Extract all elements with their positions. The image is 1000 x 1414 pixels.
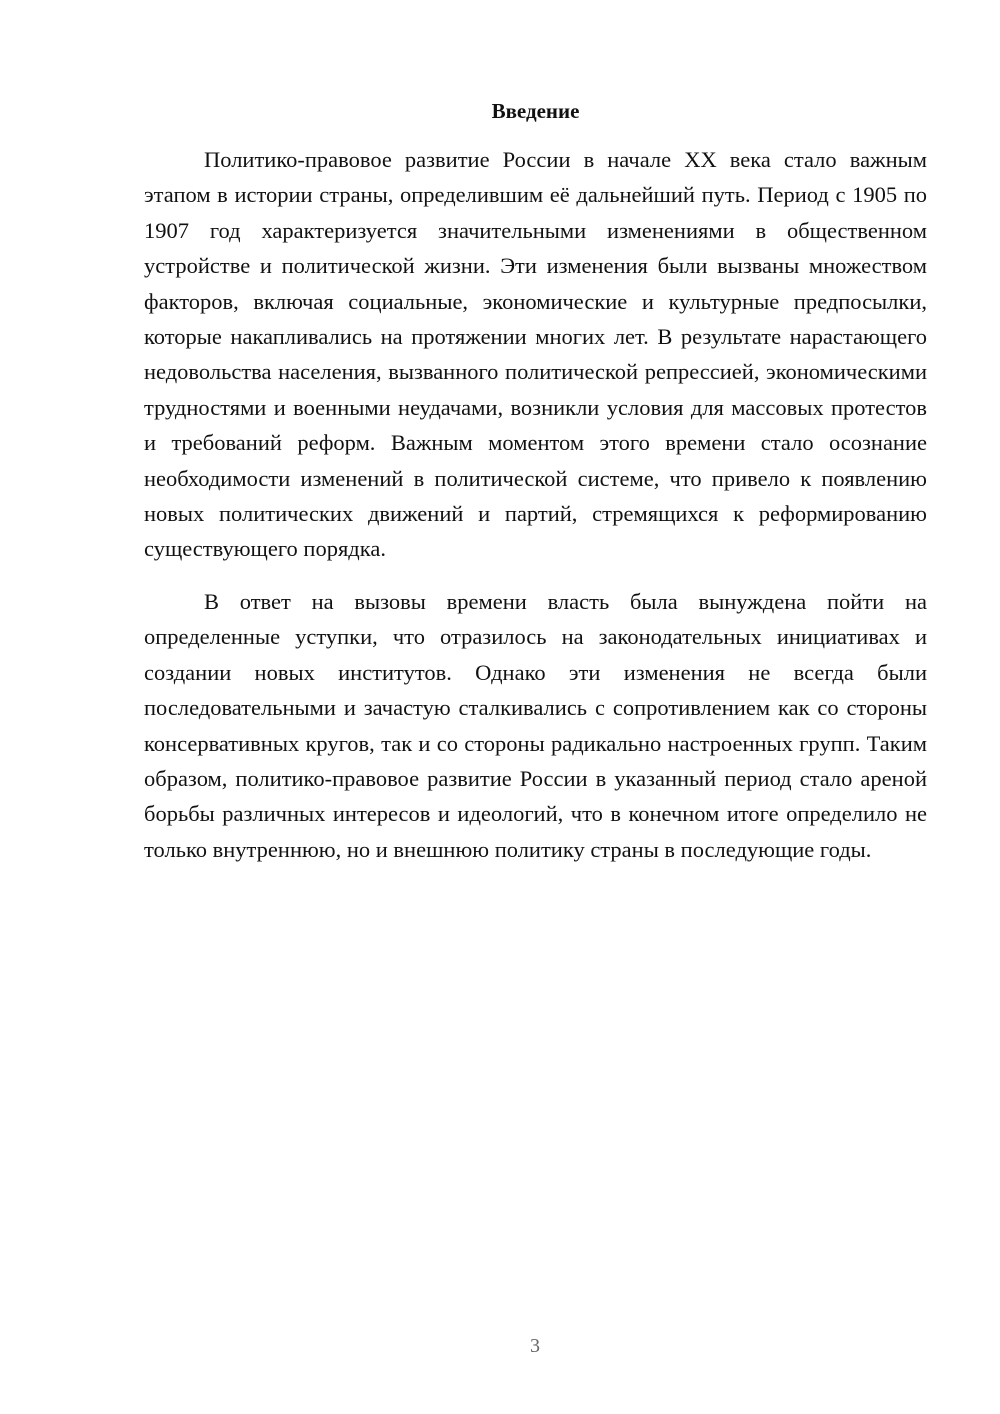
section-heading: Введение [491,99,580,123]
paragraph-1: Политико-правовое развитие России в начале XX века стало важным этапом в истории страны, определившим её дальнейший путь. Период с 1905 по 1907 год характеризуется значительными изменениями в общественном устройстве и политической жизни. Эти изменения были вызваны множеством факторов, включая социальные, экономические и культурные предпосылки, которые накапливались на протяжении многих лет. В результате нарастающего недовольства населения, вызванного политической репрессией, экономическими трудностями и военными неудачами, возникли условия для массовых протестов и требований реформ. Важным моментом этого времени стало осознание необходимости изменений в политической системе, что привело к появлению новых политических движений и партий, стремящихся к реформированию существующего порядка. [144,147,927,562]
body-text [144,142,927,867]
page-number: 3 [530,1335,540,1357]
paragraph-2: В ответ на вызовы времени власть была вынуждена пойти на определенные уступки, что отразилось на законодательных инициативах и создании новых институтов. Однако эти изменения не всегда были последовательными и зачастую сталкивались с сопротивлением как со стороны консервативных кругов, так и со стороны радикально настроенных групп. Таким образом, политико-правовое развитие России в указанный период стало ареной борьбы различных интересов и идеологий, что в конечном итоге определило не только внутреннюю, но и внешнюю политику страны в последующие годы. [144,588,927,862]
